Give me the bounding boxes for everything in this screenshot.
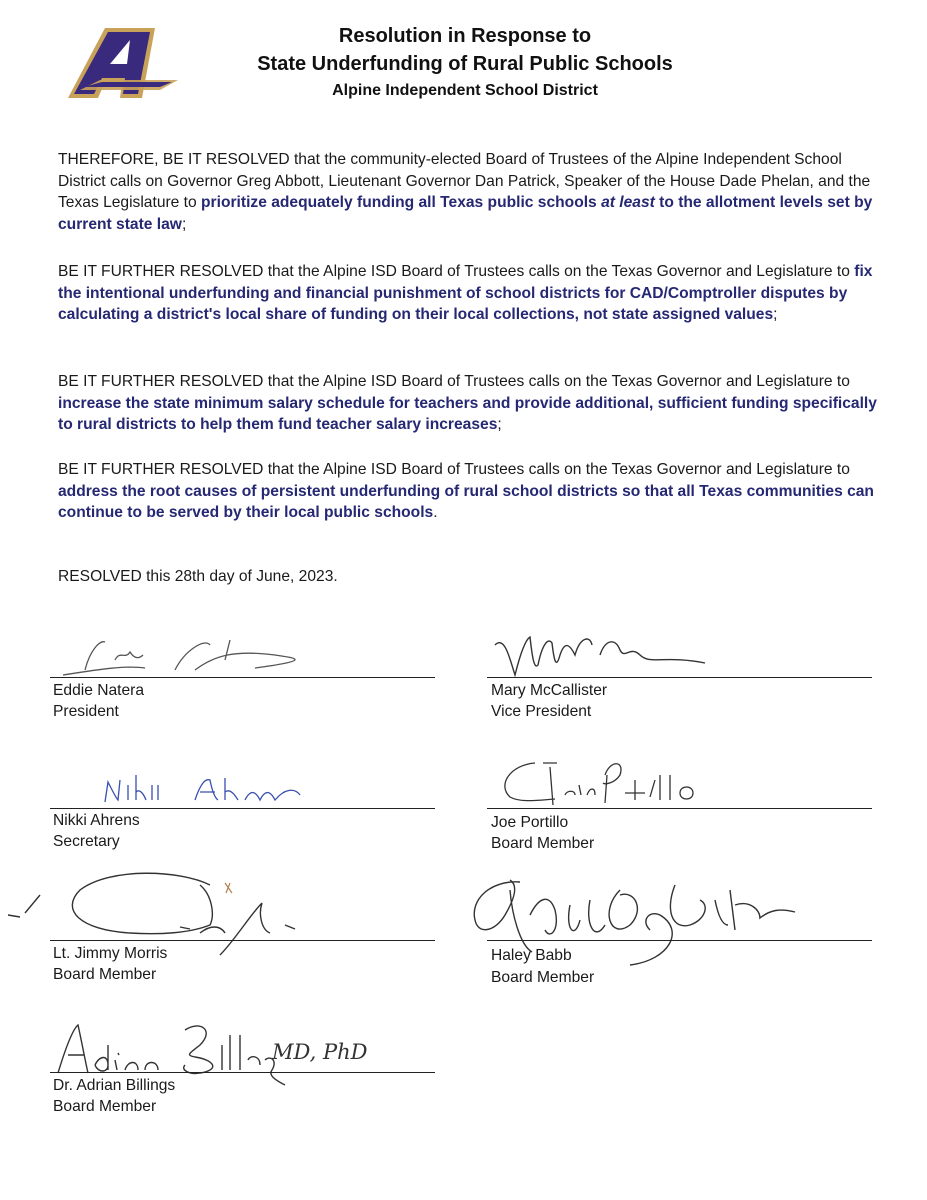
signature-line-babb	[487, 940, 872, 941]
title-line-2: State Underfunding of Rural Public Schools	[257, 53, 673, 75]
resolution-paragraph-2	[58, 261, 878, 326]
signatory-name: Lt. Jimmy Morris	[53, 945, 168, 962]
resolution-paragraph-1	[58, 149, 878, 235]
p2-end: ;	[773, 306, 778, 323]
p1-text: THEREFORE, BE IT RESOLVED that the community-elected Board of Trustees of the Alpine Independent School District calls on Governor Greg Abbott, Lieutenant Governor Dan Patrick, Speaker of the House Dade Phelan, and the Texas Legislature to	[58, 151, 871, 211]
title-line-1: Resolution in Response to	[338, 25, 592, 47]
signatory-name: Joe Portillo	[491, 814, 569, 831]
signatory-title: Secretary	[53, 833, 120, 850]
signature-line-ahrens	[50, 808, 435, 809]
p4-text: BE IT FURTHER RESOLVED that the Alpine ISD Board of Trustees calls on the Texas Governor and Legislature to	[58, 461, 850, 478]
signatory-title: Board Member	[491, 969, 595, 986]
signature-line-mccallister	[487, 677, 872, 678]
p4-emphasis: address the root causes of persistent underfunding of rural school districts so that all Texas communities can continue to be served by their local public schools	[58, 482, 874, 521]
alpine-a-logo	[60, 20, 180, 102]
signature-natera	[55, 630, 325, 680]
signatory-title: Vice President	[491, 703, 592, 720]
signatory-name: Eddie Natera	[53, 682, 145, 699]
signatory-name: Mary McCallister	[491, 682, 608, 699]
signatory-title: Board Member	[53, 966, 157, 983]
signatory-name: Dr. Adrian Billings	[53, 1077, 176, 1094]
p4-end: .	[433, 504, 438, 521]
p1-emphasis-b: to the allotment levels set by current state law	[58, 194, 873, 233]
p1-emphasis-italic: at least	[601, 194, 655, 211]
signatory-title: Board Member	[491, 835, 595, 852]
signature-ahrens	[100, 770, 320, 810]
signatory-name: Nikki Ahrens	[53, 812, 140, 829]
signature-mccallister	[490, 625, 720, 680]
p3-text: BE IT FURTHER RESOLVED that the Alpine ISD Board of Trustees calls on the Texas Governor and Legislature to	[58, 373, 850, 390]
district-name: Alpine Independent School District	[332, 82, 598, 99]
resolution-paragraph-4	[58, 459, 878, 524]
signature-line-billings	[50, 1072, 435, 1073]
signature-line-portillo	[487, 808, 872, 809]
p2-emphasis: fix the intentional underfunding and financial punishment of school districts for CAD/Comptroller disputes by calculating a district's local share of funding on their local collections, not state assigned values	[58, 263, 873, 323]
signatory-name: Haley Babb	[491, 947, 572, 964]
p1-end: ;	[181, 215, 187, 233]
p3-end: ;	[497, 416, 502, 433]
p1-emphasis-a: prioritize adequately funding all Texas public schools	[201, 194, 602, 211]
signature-portillo	[495, 755, 715, 810]
p2-text: BE IT FURTHER RESOLVED that the Alpine ISD Board of Trustees calls on the Texas Governor and Legislature to	[58, 263, 855, 280]
signatory-title: President	[53, 703, 119, 720]
resolved-date: RESOLVED this 28th day of June, 2023.	[58, 568, 338, 585]
resolution-paragraph-3	[58, 371, 878, 436]
p3-emphasis: increase the state minimum salary schedule for teachers and provide additional, sufficient funding specifically to rural districts to help them fund teacher salary increases	[58, 394, 877, 433]
signature-credentials: MD, PhD	[272, 1040, 368, 1064]
signatory-title: Board Member	[53, 1098, 157, 1115]
signature-line-morris	[50, 940, 435, 941]
signature-line-natera	[50, 677, 435, 678]
